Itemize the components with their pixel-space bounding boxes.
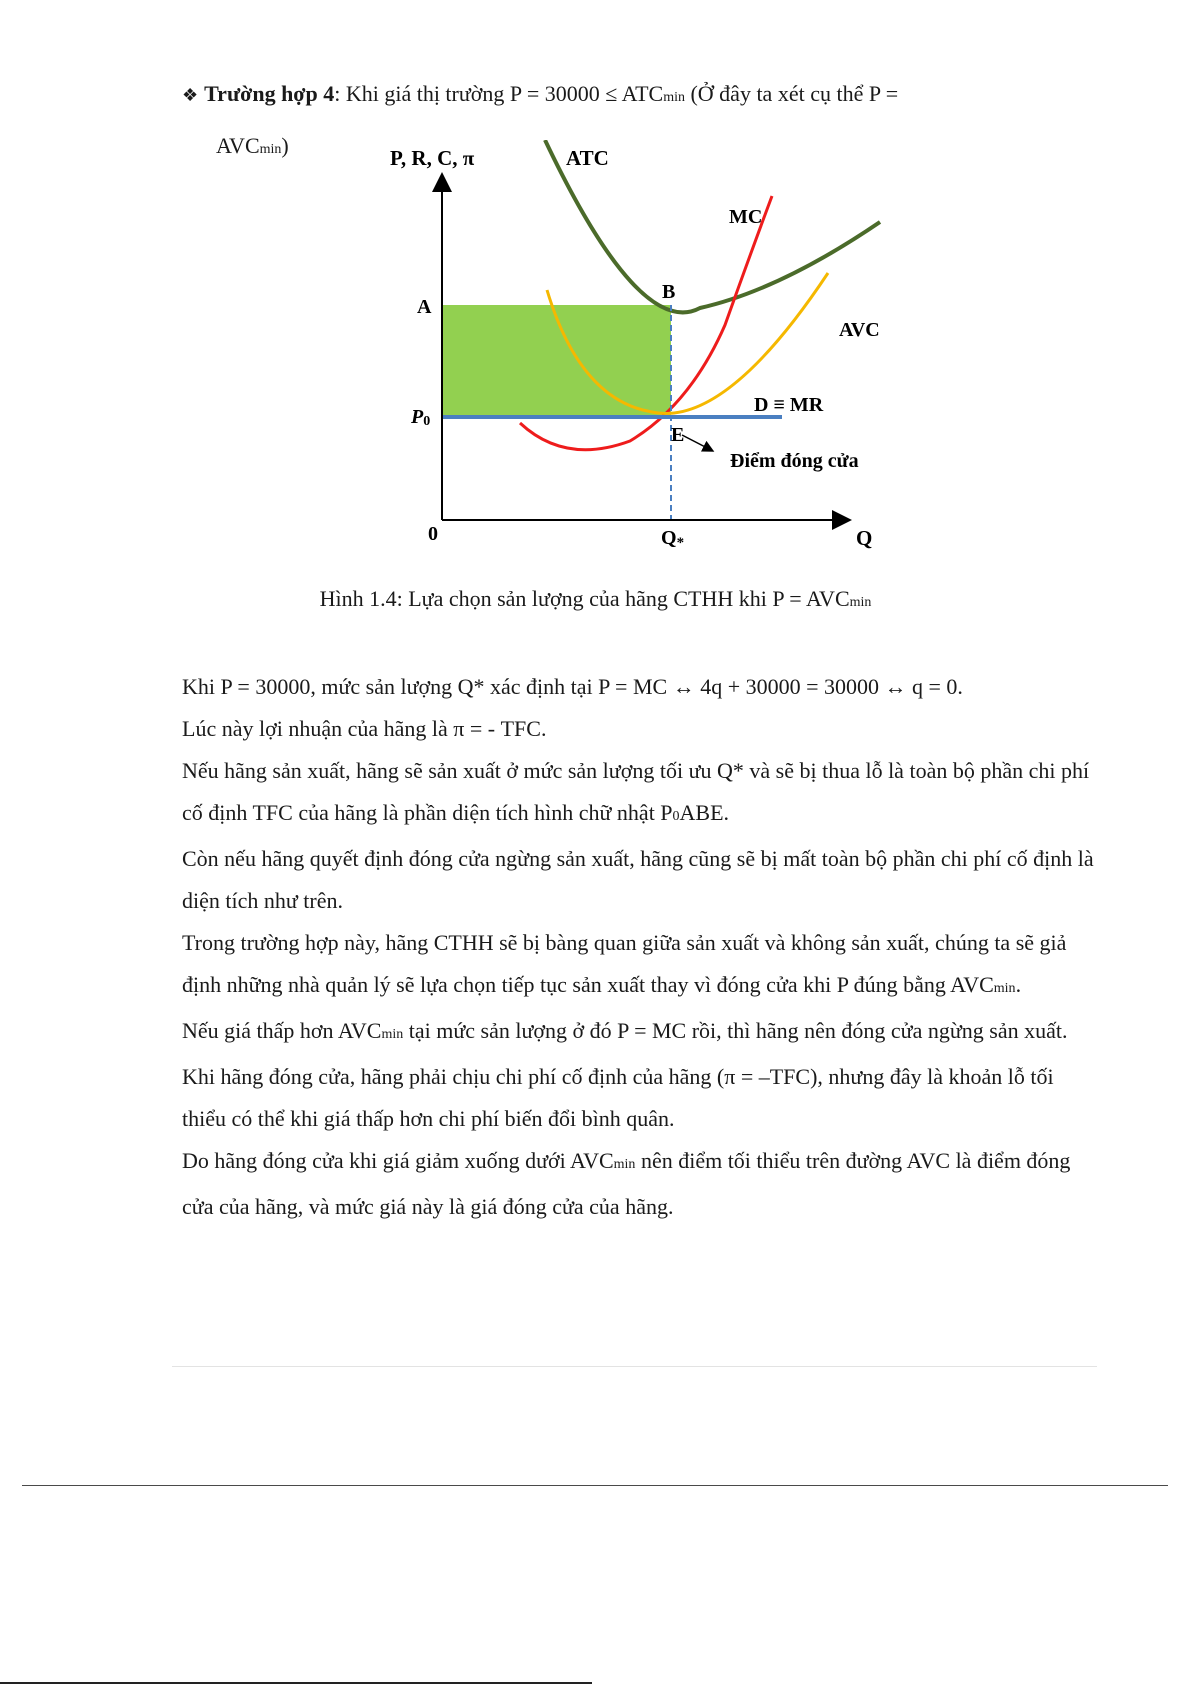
heading-text-a: : Khi giá thị trường P = 30000 ≤ ATC: [334, 81, 664, 106]
point-b-label: B: [662, 281, 676, 303]
paragraph-3-a: Nếu hãng sản xuất, hãng sẽ sản xuất ở mức sản lượng tối ưu Q* và sẽ bị thua lỗ là toàn bộ phần chi phí cố định TFC của hãng là phần diện tích hình chữ nhật P: [182, 758, 1090, 825]
caption-main: Hình 1.4: Lựa chọn sản lượng của hãng CTHH khi P = AVC: [319, 586, 850, 611]
heading-line2-end: ): [281, 133, 289, 158]
paragraph-6-b: tại mức sản lượng ở đó P = MC rồi, thì hãng nên đóng cửa ngừng sản xuất. Khi hãng đóng cửa, hãng phải chịu chi phí cố định của hãng (π = –TFC), nhưng đây là khoản lỗ tối thiểu có thể khi giá thấp hơn chi phí biến đổi bình quân.: [182, 1018, 1068, 1131]
demand-mr-label: D ≡ MR: [754, 394, 824, 416]
atc-label: ATC: [566, 146, 609, 170]
paragraph-5-b: .: [1015, 972, 1022, 997]
paragraph-3-sub: 0: [672, 809, 680, 824]
paragraph-6-sub: min: [381, 1027, 404, 1042]
diamond-bullet-icon: ❖: [182, 85, 199, 105]
paragraph-5: [182, 922, 1102, 1010]
heading-line2-sub: min: [259, 142, 282, 157]
caption-sub: min: [849, 595, 872, 610]
heading-line2-main: AVC: [216, 133, 260, 158]
shutdown-point-label: Điểm đóng cửa: [730, 450, 859, 472]
body-text: [182, 666, 1102, 1228]
paragraph-7-sub: min: [613, 1157, 636, 1172]
footnote-rule: [0, 1682, 592, 1684]
paragraph-5-a: Trong trường hợp này, hãng CTHH sẽ bị bàng quan giữa sản xuất và không sản xuất, chúng ta sẽ giả định những nhà quản lý sẽ lựa chọn tiếp tục sản xuất thay vì đóng cửa khi P đúng bằng AVC: [182, 930, 1067, 997]
mc-label: MC: [729, 206, 763, 228]
paragraph-1: Khi P = 30000, mức sản lượng Q* xác định tại P = MC ↔ 4q + 30000 = 30000 ↔ q = 0.: [182, 674, 963, 699]
point-a-label: A: [417, 296, 432, 318]
paragraph-2: Lúc này lợi nhuận của hãng là π = - TFC.: [182, 716, 547, 741]
paragraph-6-a: Nếu giá thấp hơn AVC: [182, 1018, 382, 1043]
origin-label: 0: [428, 523, 438, 545]
cost-curves-svg: [390, 140, 910, 560]
cost-curves-figure: [390, 140, 910, 560]
paragraph-7-a: Do hãng đóng cửa khi giá giảm xuống dưới AVC: [182, 1148, 614, 1173]
y-axis-label: P, R, C, π: [390, 146, 475, 170]
x-axis-label: Q: [856, 526, 873, 550]
paragraph-7: [182, 1140, 1102, 1228]
paragraph-3-b: ABE.: [679, 800, 730, 825]
paragraph-6: [182, 1010, 1102, 1140]
q-star-label: Q*: [661, 527, 685, 551]
paragraph-4: Còn nếu hãng quyết định đóng cửa ngừng sản xuất, hãng cũng sẽ bị mất toàn bộ phần chi phí cố định là diện tích như trên.: [182, 846, 1094, 913]
paragraph-3: [182, 750, 1102, 838]
case-title: Trường hợp 4: [204, 81, 335, 106]
point-e-label: E: [671, 424, 685, 446]
shutdown-arrow: [682, 435, 713, 451]
avc-label: AVC: [839, 319, 880, 341]
page-divider: [22, 1485, 1168, 1486]
light-divider: [172, 1366, 1097, 1367]
paragraph-7-b: nên điểm tối thiểu trên đường AVC là điểm đóng cửa của hãng, và mức giá này là giá đóng cửa của hãng.: [182, 1148, 1071, 1219]
point-p0-label: P0: [411, 406, 431, 429]
heading-sub-min: min: [663, 90, 685, 105]
paragraph-5-sub: min: [993, 981, 1016, 996]
figure-caption: [0, 586, 1191, 612]
heading-text-b: (Ở đây ta xét cụ thể P =: [684, 81, 899, 106]
